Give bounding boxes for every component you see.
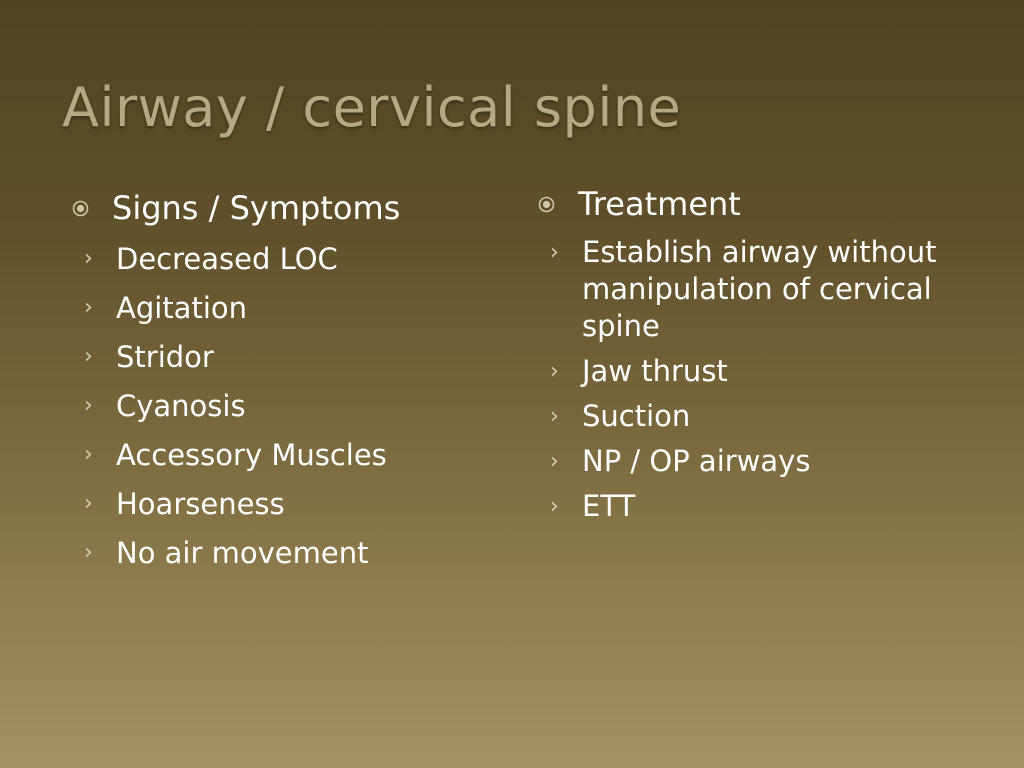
chevron-right-bullet-icon: › [550,449,559,474]
circled-dot-bullet-icon [72,200,89,217]
list-item [538,488,938,525]
list-item-text: Accessory Muscles [116,438,387,472]
chevron-right-bullet-icon: › [84,246,93,271]
list-item-text: Decreased LOC [116,242,338,276]
list-item [72,288,492,328]
list-item [538,234,938,345]
list-item-text: Suction [582,399,691,433]
list-item-text: Hoarseness [116,487,285,521]
chevron-right-bullet-icon: › [550,240,559,265]
list-item-text: Establish airway without manipulation of cervical spine [582,235,937,343]
right-column [538,182,938,525]
list-item-text: Stridor [116,340,214,374]
list-item-text: Jaw thrust [582,354,728,388]
chevron-right-bullet-icon: › [84,491,93,516]
right-column-heading: Treatment [578,185,741,223]
list-item-text: No air movement [116,536,369,570]
chevron-right-bullet-icon: › [84,344,93,369]
list-item [72,386,492,426]
chevron-right-bullet-icon: › [550,494,559,519]
list-item [72,533,492,573]
list-item [72,484,492,524]
chevron-right-bullet-icon: › [84,442,93,467]
symptoms-list [72,239,492,573]
left-column-heading: Signs / Symptoms [112,189,401,227]
right-column-heading-row [538,182,938,226]
list-item [538,353,938,390]
chevron-right-bullet-icon: › [550,359,559,384]
chevron-right-bullet-icon: › [84,393,93,418]
list-item [72,435,492,475]
list-item-text: NP / OP airways [582,444,811,478]
slide-title: Airway / cervical spine [62,76,682,139]
list-item [72,239,492,279]
list-item [72,337,492,377]
chevron-right-bullet-icon: › [550,404,559,429]
circled-dot-bullet-icon [538,196,555,213]
treatment-list [538,234,938,525]
left-column [72,186,492,573]
list-item-text: Cyanosis [116,389,246,423]
list-item-text: ETT [582,489,636,523]
chevron-right-bullet-icon: › [84,540,93,565]
list-item-text: Agitation [116,291,247,325]
left-column-heading-row [72,186,492,230]
list-item [538,398,938,435]
chevron-right-bullet-icon: › [84,295,93,320]
list-item [538,443,938,480]
